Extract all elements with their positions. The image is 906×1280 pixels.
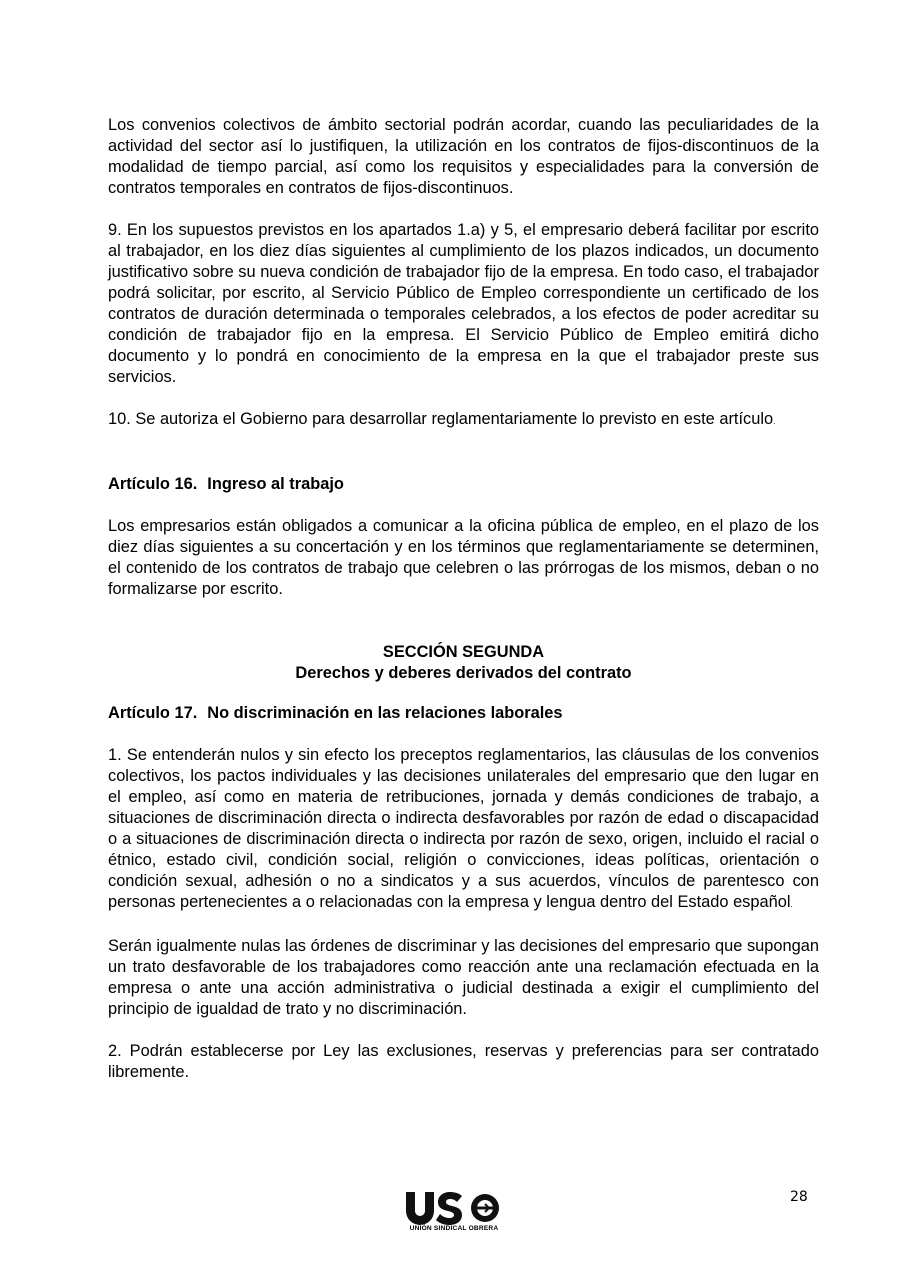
paragraph-article-17-item-2: 2. Podrán establecerse por Ley las exclusiones, reservas y preferencias para ser contratado libremente. xyxy=(108,1042,819,1081)
paragraph-article-17-item-1 xyxy=(108,745,819,915)
article-16-title: Ingreso al trabajo xyxy=(207,475,344,493)
uso-logo-mark xyxy=(404,1190,504,1226)
article-17-heading xyxy=(108,703,819,724)
paragraph-item-9: 9. En los supuestos previstos en los apartados 1.a) y 5, el empresario deberá facilitar por escrito al trabajador, en los diez días siguientes al cumplimiento de los plazos indicados, un documento justificativo sobre su nueva condición de trabajador fijo de la empresa. En todo caso, el trabajador podrá solicitar, por escrito, al Servicio Público de Empleo correspondiente un certificado de los contratos de duración determinada o temporales celebrados, a los efectos de poder acreditar su condición de trabajador fijo en la empresa. El Servicio Público de Empleo emitirá dicho documento y lo pondrá en conocimiento de la empresa en la que el trabajador preste sus servicios. xyxy=(108,221,819,386)
paragraph-article-17-item-1-end: . xyxy=(790,900,793,909)
uso-logo-caption: UNIÓN SINDICAL OBRERA xyxy=(409,1225,499,1232)
section-subtitle: Derechos y deberes derivados del contrato xyxy=(295,664,632,682)
article-16-number: Artículo 16. xyxy=(108,475,198,493)
paragraph-item-10-text: 10. Se autoriza el Gobierno para desarrollar reglamentariamente lo previsto en este artículo xyxy=(108,410,774,428)
page-number: 28 xyxy=(790,1189,808,1205)
paragraph-convenios: Los convenios colectivos de ámbito sectorial podrán acordar, cuando las peculiaridades de la actividad del sector así lo justifiquen, la utilización en los contratos de fijos-discontinuos de la modalidad de tiempo parcial, así como los requisitos y especialidades para la conversión de contratos temporales en contratos de fijos-discontinuos. xyxy=(108,116,819,197)
paragraph-article-17-item-1-text: 1. Se entenderán nulos y sin efecto los preceptos reglamentarios, las cláusulas de los convenios colectivos, los pactos individuales y las decisiones unilaterales del empresario que den lugar en el empleo, así como en materia de retribuciones, jornada y demás condiciones de trabajo, a situaciones de discriminación directa o indirecta desfavorables por razón de edad o discapacidad o a situaciones de discriminación directa o indirecta por razón de sexo, origen, incluido el racial o étnico, estado civil, condición social, religión o convicciones, ideas políticas, orientación o condición sexual, adhesión o no a sindicatos y a sus acuerdos, vínculos de parentesco con personas pertenecientes a o relacionadas con la empresa y lengua dentro del Estado español xyxy=(108,746,819,911)
paragraph-nulas: Serán igualmente nulas las órdenes de discriminar y las decisiones del empresario que supongan un trato desfavorable de los trabajadores como reacción ante una reclamación efectuada en la empresa o ante una acción administrativa o judicial destinada a exigir el cumplimiento del principio de igualdad de trato y no discriminación. xyxy=(108,937,819,1018)
article-17-number: Artículo 17. xyxy=(108,704,198,722)
section-title: SECCIÓN SEGUNDA xyxy=(382,643,545,661)
paragraph-article-16: Los empresarios están obligados a comunicar a la oficina pública de empleo, en el plazo de los diez días siguientes a su concertación y en los términos que reglamentariamente se determinen, el contenido de los contratos de trabajo que celebren o las prórrogas de los mismos, deban o no formalizarse por escrito. xyxy=(108,517,819,598)
document-page xyxy=(108,115,819,1083)
article-16-heading xyxy=(108,474,819,495)
article-17-title: No discriminación en las relaciones laborales xyxy=(207,704,563,722)
paragraph-item-10-end: . xyxy=(773,417,776,426)
uso-logo xyxy=(404,1190,504,1236)
paragraph-item-10 xyxy=(108,409,819,432)
